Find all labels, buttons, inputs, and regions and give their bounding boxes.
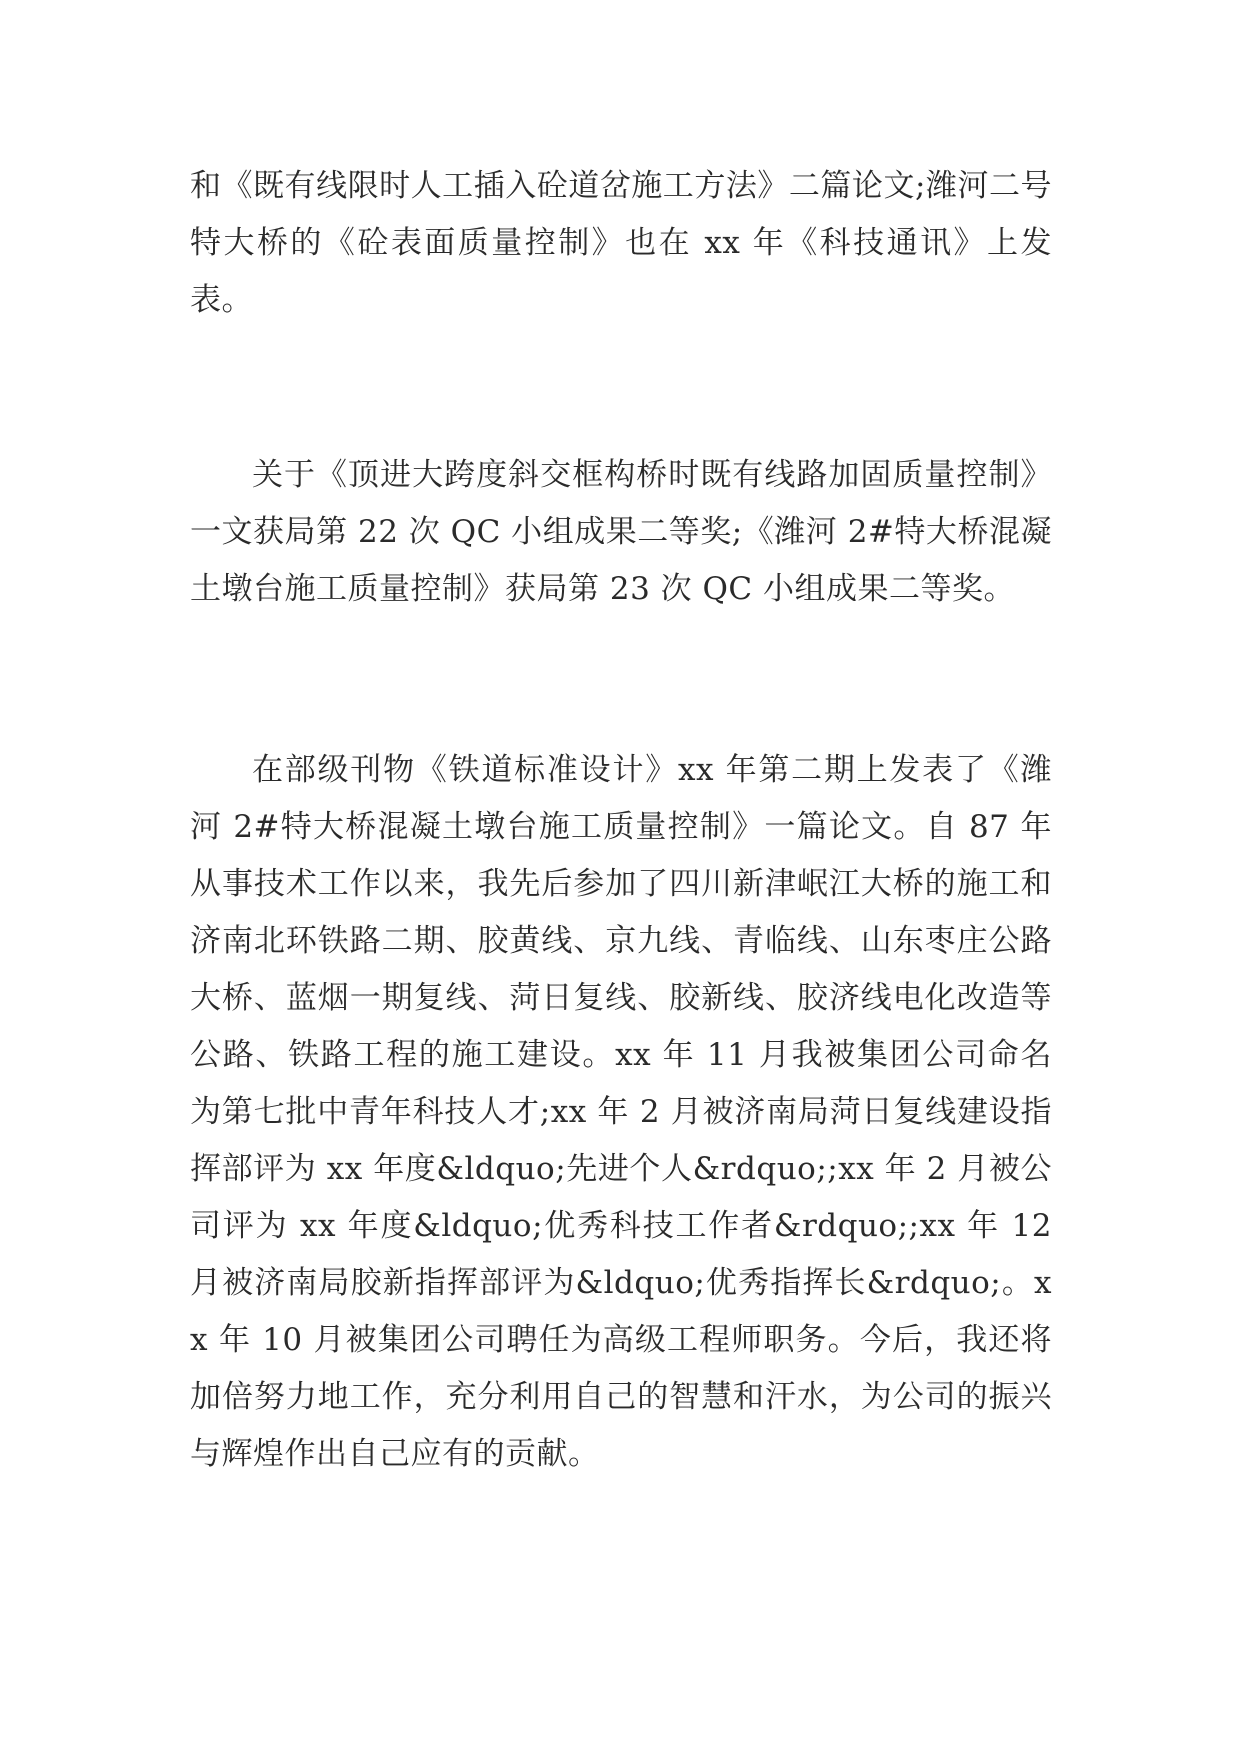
paragraph-qc-awards: 关于《顶进大跨度斜交框构桥时既有线路加固质量控制》一文获局第 22 次 QC 小组成果二等奖;《潍河 2#特大桥混凝土墩台施工质量控制》获局第 23 次 QC 小组成果二等奖。 — [190, 457, 1052, 607]
paragraph-career-summary: 在部级刊物《铁道标准设计》xx 年第二期上发表了《潍河 2#特大桥混凝土墩台施工质量控制》一篇论文。自 87 年从事技术工作以来，我先后参加了四川新津岷江大桥的施工和济南北环铁路二期、胶黄线、京九线、青临线、山东枣庄公路大桥、蓝烟一期复线、菏日复线、胶新线、胶济线电化改造等公路、铁路工程的施工建设。xx 年 11 月我被集团公司命名为第七批中青年科技人才;xx 年 2 月被济南局菏日复线建设指挥部评为 xx 年度&ldquo;先进个人&rdquo;;xx 年 2 月被公司评为 xx 年度&ldquo;优秀科技工作者&rdquo;;xx 年 12 月被济南局胶新指挥部评为&ldquo;优秀指挥长&rdquo;。xx 年 10 月被集团公司聘任为高级工程师职务。今后，我还将加倍努力地工作，充分利用自己的智慧和汗水，为公司的振兴与辉煌作出自己应有的贡献。 — [190, 752, 1052, 1472]
paragraph-continuation: 和《既有线限时人工插入砼道岔施工方法》二篇论文;潍河二号特大桥的《砼表面质量控制》也在 xx 年《科技通讯》上发表。 — [190, 168, 1052, 318]
